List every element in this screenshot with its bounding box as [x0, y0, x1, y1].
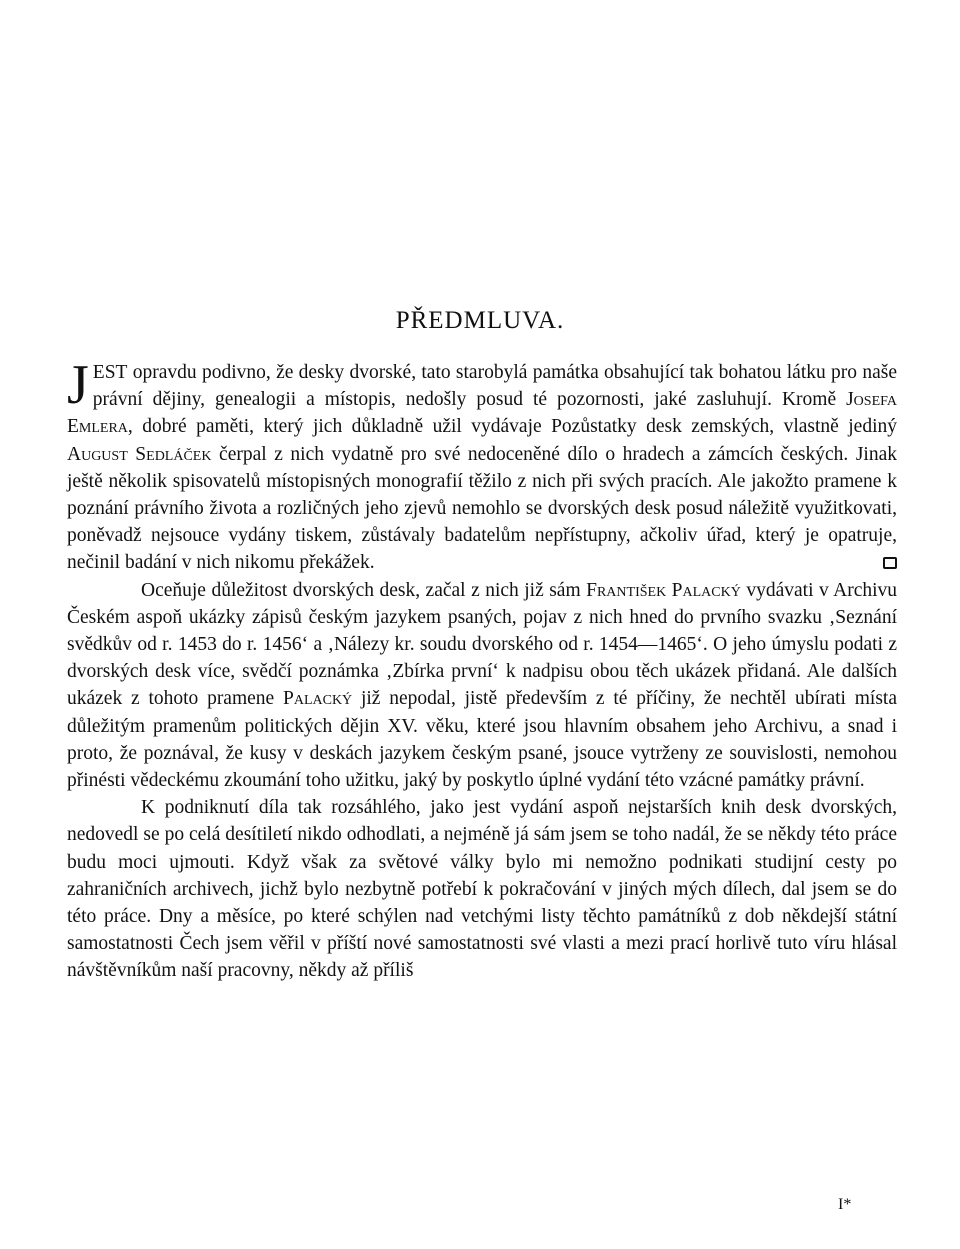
paragraph-2-text-a: Oceňuje důležitost dvorských desk, začal z nich již sám — [141, 579, 587, 601]
page-number: I* — [838, 1196, 852, 1213]
paragraph-2-text-b: vydávati v Archivu Českém aspoň ukázky zápisů českým jazykem psaných, pojav z nich hned do prvního svazku ‚Seznání svědkův od r. 1453 do r. 1456‘ a ‚Nálezy kr. soudu dvorského od r. 1454—1465‘. O jeho úmyslu podati z dvorských desk více, svědčí poznámka ‚Zbírka první‘ k nadpisu obou těch ukázek přidaná. Ale dalších ukázek z tohoto pramene — [67, 579, 898, 710]
name-palacky: Palacký — [282, 688, 353, 710]
name-emler: Josefa Emlera — [67, 389, 897, 438]
paragraph-1-text-c: čerpal z nich vydatně pro své nedoceněné dílo o hradech a zámcích českých. Jinak ještě několik spisovatelů místopisných monografií těžilo z nich při svých pracích. Ale jakožto pramene k poznání právního života a rozličných jeho zjevů nemohlo se dvorských desk posud náležitě využitkovati, poněvadž nejsouce vydány tiskem, zůstávaly badatelům nepřístupny, ačkoliv úřad, který je opatruje, nečinil badání v nich nikomu překážek. — [67, 443, 898, 574]
name-palacky-full: František Palacký — [586, 579, 741, 601]
paragraph-1-text-a: opravdu podivno, že desky dvorské, tato starobylá památka obsahující tak bohatou látku pro naše právní dějiny, genealogii a místopis, nedošly posud té pozornosti, jaké zasluhují. Kromě — [92, 362, 897, 411]
stamp-mark-icon — [883, 557, 897, 569]
paragraph-3 — [67, 794, 897, 984]
paragraph-3-text: K podniknutí díla tak rozsáhlého, jako jest vydání aspoň nejstarších knih desk dvorských, nedovedl se po celá desítiletí nikdo odhodlati, a nejméně já sám jsem se toho nadál, že se někdy této práce budu moci ujmouti. Když však za světové války bylo mi nemožno podnikati studijní cesty po zahraničních archivech, jichž bylo nezbytně potřebí k pokračování v jiných mých dílech, dal jsem se do této práce. Dny a měsíce, po které schýlen nad vetchými listy těchto památníků z dob někdejší státní samostatnosti Čech jsem věřil v příští nové samostatnosti své vlasti a mezi prací horlivě tuto víru hlásal návštěvníkům naší pracovny, někdy až příliš — [67, 797, 897, 982]
first-word: EST — [92, 362, 128, 383]
page-title: PŘEDMLUVA. — [395, 307, 565, 334]
drop-cap: J — [67, 354, 89, 416]
paragraph-2 — [67, 577, 897, 795]
body-text — [67, 354, 898, 985]
name-sedlacek: August Sedláček — [67, 443, 212, 465]
paragraph-1 — [67, 354, 898, 577]
paragraph-1-text-b: , dobré paměti, který jich důkladně užil vydávaje Pozůstatky desk zemských, vlastně jediný — [127, 416, 897, 438]
paragraph-2-text-c: již nepodal, jistě především z té příčiny, že nechtěl ubírati místa důležitým pramenům politických dějin XV. věku, které jsou hlavním obsahem jeho Archivu, a snad i proto, že poznával, že kusy v deskách jazykem českým psané, jsouce vytrženy ze souvislosti, nemohou přinésti vědeckému zkoumání toho užitku, jaký by poskytlo úplné vydání této vzácné památky právní. — [67, 688, 897, 792]
